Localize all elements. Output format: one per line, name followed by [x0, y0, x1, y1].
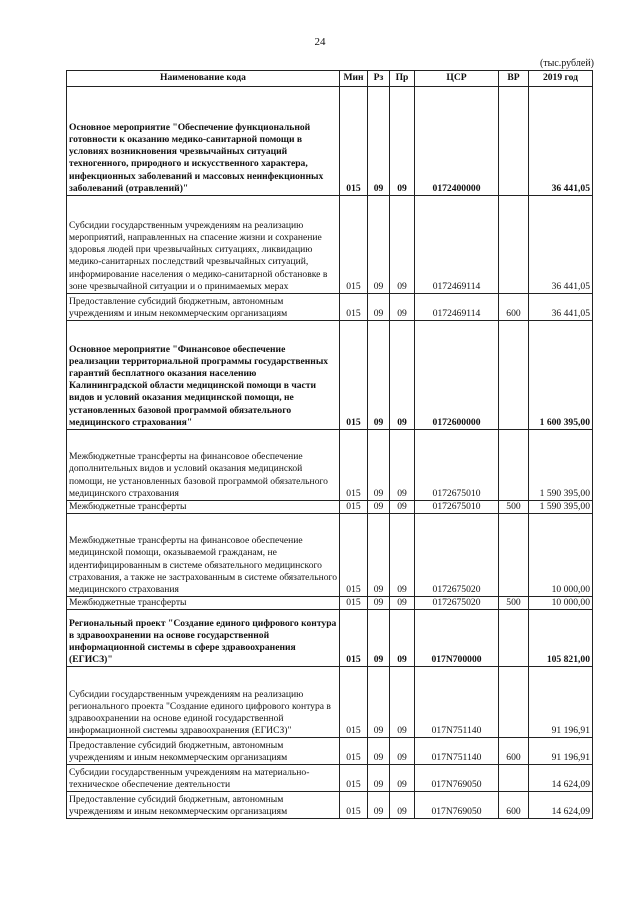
row-vr: 600: [499, 792, 529, 819]
row-name: Предоставление субсидий бюджетным, автономным учреждениям и иным некоммерческим организациям: [67, 294, 340, 321]
row-pr: 09: [390, 667, 415, 738]
header-csr: ЦСР: [415, 71, 499, 87]
row-csr: 0172400000: [415, 87, 499, 196]
header-vr: ВР: [499, 71, 529, 87]
row-vr: 600: [499, 294, 529, 321]
row-name: Региональный проект "Создание единого цифрового контура в здравоохранении на основе государственной информационной системы в сфере здравоохранения (ЕГИСЗ)": [67, 610, 340, 667]
row-rz: 09: [368, 792, 390, 819]
row-amount: 10 000,00: [529, 514, 593, 597]
row-amount: 14 624,09: [529, 765, 593, 792]
row-rz: 09: [368, 738, 390, 765]
row-min: 015: [340, 597, 368, 610]
row-amount: 91 196,91: [529, 738, 593, 765]
row-vr: 600: [499, 738, 529, 765]
table-header-row: [67, 71, 593, 87]
row-pr: 09: [390, 610, 415, 667]
units-label: (тыс.рублей): [539, 58, 594, 69]
row-name: Межбюджетные трансферты на финансовое обеспечение дополнительных видов и условий оказания медицинской помощи, не установленных базовой программой обязательного медицинского страхования: [67, 430, 340, 501]
row-pr: 09: [390, 430, 415, 501]
row-vr: 500: [499, 501, 529, 514]
row-name: Субсидии государственным учреждениям на реализацию мероприятий, направленных на спасение жизни и сохранение здоровья людей при чрезвычайных ситуациях, ликвидацию медико-санитарных последствий чрезвычайных ситуаций, информирование населения о медико-санитарной обстановке в зоне чрезвычайной ситуации и о принимаемых мерах: [67, 196, 340, 294]
row-amount: 91 196,91: [529, 667, 593, 738]
row-min: 015: [340, 667, 368, 738]
row-min: 015: [340, 514, 368, 597]
table-row: [67, 792, 593, 819]
row-vr: 500: [499, 597, 529, 610]
row-min: 015: [340, 765, 368, 792]
table-row: [67, 430, 593, 501]
row-name: Межбюджетные трансферты на финансовое обеспечение медицинской помощи, оказываемой гражданам, не идентифицированным в системе обязательного медицинского страхования, а также не застрахованным в системе обязательного медицинского страхования: [67, 514, 340, 597]
table-row: [67, 514, 593, 597]
header-pr: Пр: [390, 71, 415, 87]
row-name: Субсидии государственным учреждениям на реализацию регионального проекта "Создание единого цифрового контура в здравоохранении на основе единой государственной информационной системы здравоохранения (ЕГИСЗ)": [67, 667, 340, 738]
budget-table: [66, 70, 593, 819]
row-csr: 0172469114: [415, 196, 499, 294]
row-pr: 09: [390, 196, 415, 294]
row-rz: 09: [368, 597, 390, 610]
table-row: [67, 610, 593, 667]
row-vr: [499, 430, 529, 501]
row-name: Межбюджетные трансферты: [67, 597, 340, 610]
row-csr: 0172675020: [415, 514, 499, 597]
row-amount: 10 000,00: [529, 597, 593, 610]
row-pr: 09: [390, 321, 415, 430]
row-min: 015: [340, 501, 368, 514]
row-rz: 09: [368, 294, 390, 321]
row-name: Основное мероприятие "Финансовое обеспечение реализации территориальной программы государственных гарантий бесплатного оказания населению Калининградской области медицинской помощи в части видов и условий оказания медицинской помощи, не установленных базовой программой обязательного медицинского страхования": [67, 321, 340, 430]
table-row: [67, 597, 593, 610]
row-amount: 36 441,05: [529, 294, 593, 321]
page-number: 24: [314, 36, 326, 48]
row-amount: 105 821,00: [529, 610, 593, 667]
row-pr: 09: [390, 765, 415, 792]
row-amount: 1 590 395,00: [529, 501, 593, 514]
row-vr: [499, 610, 529, 667]
row-min: 015: [340, 196, 368, 294]
table-row: [67, 321, 593, 430]
row-csr: 0172675010: [415, 430, 499, 501]
row-pr: 09: [390, 514, 415, 597]
row-csr: 017N751140: [415, 738, 499, 765]
row-csr: 0172600000: [415, 321, 499, 430]
table-row: [67, 87, 593, 196]
row-vr: [499, 514, 529, 597]
header-min: Мин: [340, 71, 368, 87]
row-name: Предоставление субсидий бюджетным, автономным учреждениям и иным некоммерческим организациям: [67, 792, 340, 819]
row-min: 015: [340, 294, 368, 321]
row-rz: 09: [368, 610, 390, 667]
row-min: 015: [340, 792, 368, 819]
row-min: 015: [340, 321, 368, 430]
row-csr: 017N700000: [415, 610, 499, 667]
row-vr: [499, 196, 529, 294]
row-pr: 09: [390, 87, 415, 196]
row-pr: 09: [390, 738, 415, 765]
row-name: Межбюджетные трансферты: [67, 501, 340, 514]
row-rz: 09: [368, 321, 390, 430]
row-amount: 1 600 395,00: [529, 321, 593, 430]
row-pr: 09: [390, 597, 415, 610]
row-min: 015: [340, 87, 368, 196]
row-pr: 09: [390, 792, 415, 819]
row-rz: 09: [368, 514, 390, 597]
header-name: Наименование кода: [67, 71, 340, 87]
row-rz: 09: [368, 501, 390, 514]
row-vr: [499, 765, 529, 792]
row-pr: 09: [390, 294, 415, 321]
row-min: 015: [340, 610, 368, 667]
table-row: [67, 667, 593, 738]
row-rz: 09: [368, 667, 390, 738]
row-min: 015: [340, 430, 368, 501]
header-year: 2019 год: [529, 71, 593, 87]
row-amount: 36 441,05: [529, 87, 593, 196]
row-csr: 017N769050: [415, 765, 499, 792]
row-vr: [499, 87, 529, 196]
row-pr: 09: [390, 501, 415, 514]
header-rz: Рз: [368, 71, 390, 87]
row-min: 015: [340, 738, 368, 765]
row-rz: 09: [368, 196, 390, 294]
row-csr: 017N751140: [415, 667, 499, 738]
row-rz: 09: [368, 765, 390, 792]
row-name: Субсидии государственным учреждениям на материально-техническое обеспечение деятельности: [67, 765, 340, 792]
row-name: Основное мероприятие "Обеспечение функциональной готовности к оказанию медико-санитарной помощи в условиях возникновения чрезвычайных ситуаций техногенного, природного и искусственного характера, инфекционных заболеваний и массовых неинфекционных заболеваний (отравлений)": [67, 87, 340, 196]
row-amount: 1 590 395,00: [529, 430, 593, 501]
row-csr: 017N769050: [415, 792, 499, 819]
table-row: [67, 196, 593, 294]
row-rz: 09: [368, 87, 390, 196]
table-row: [67, 294, 593, 321]
row-csr: 0172469114: [415, 294, 499, 321]
row-name: Предоставление субсидий бюджетным, автономным учреждениям и иным некоммерческим организациям: [67, 738, 340, 765]
row-csr: 0172675020: [415, 597, 499, 610]
row-amount: 36 441,05: [529, 196, 593, 294]
table-row: [67, 765, 593, 792]
row-csr: 0172675010: [415, 501, 499, 514]
table-row: [67, 501, 593, 514]
row-vr: [499, 321, 529, 430]
table-row: [67, 738, 593, 765]
row-rz: 09: [368, 430, 390, 501]
row-vr: [499, 667, 529, 738]
row-amount: 14 624,09: [529, 792, 593, 819]
